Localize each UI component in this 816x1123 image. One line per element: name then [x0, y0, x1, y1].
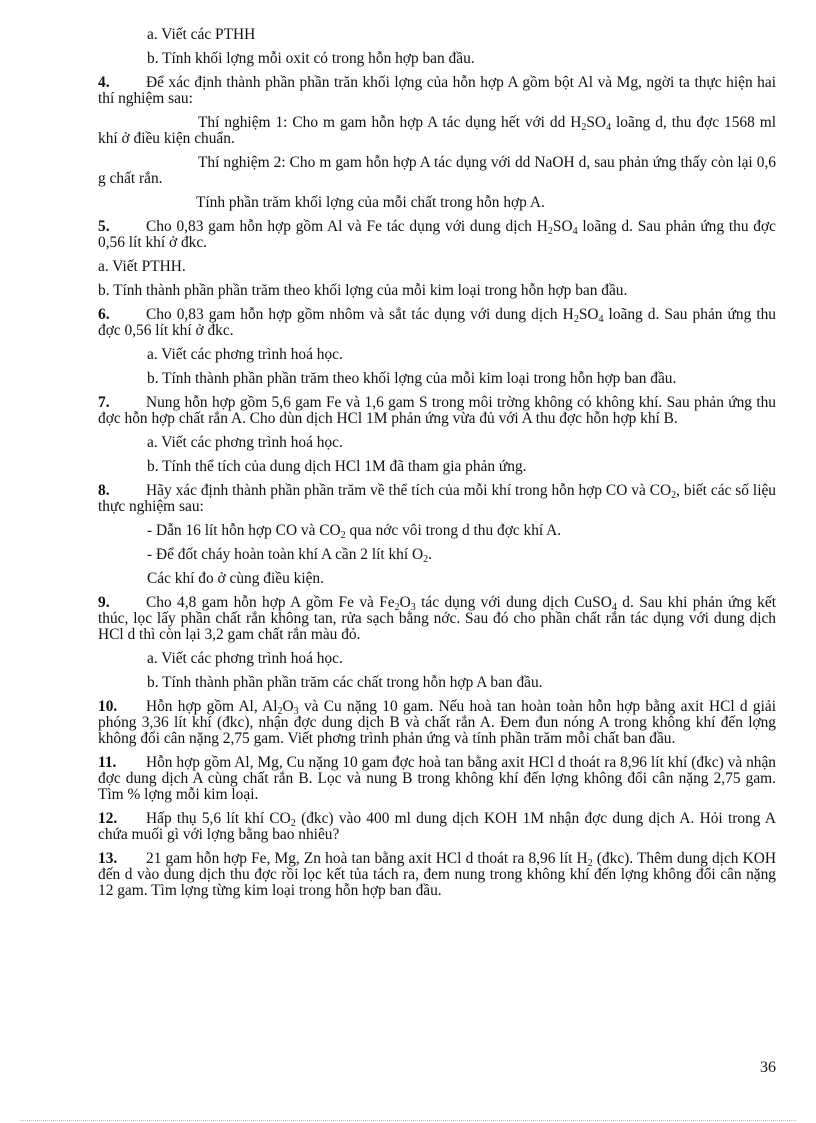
- question-number: 12.: [98, 810, 118, 827]
- q4-experiment-2: Thí nghiệm 2: Cho m gam hỗn hợp A tác dụng với dd NaOH d, sau phản ứng thấy còn lại 0,6 g chất rắn.: [98, 154, 776, 187]
- question-9: 9. Cho 4,8 gam hỗn hợp A gồm Fe và $Fe_2O_3$ tác dụng với dung dịch CuSO$_4$ d. Sau khi phản ứng kết thúc, lọc lấy phần chất rắn không tan, rửa sạch bằng nớc. Sau đó cho phần chất rắn tác dụng với dung dịch HCl d thì còn lại 3,2 gam chất rắn màu đỏ.: [98, 594, 776, 643]
- line-tinh-khoi-luong: b. Tính khối lợng mỗi oxit có trong hỗn hợp ban đầu.: [147, 50, 475, 67]
- q7-part-a: a. Viết các phơng trình hoá học.: [147, 434, 343, 451]
- question-number: 8.: [98, 482, 110, 499]
- q8-step-2: - Để đốt cháy hoàn toàn khí A cần 2 lít khí $O_2$.: [147, 546, 432, 565]
- q4-experiment-1: Thí nghiệm 1: Cho m gam hỗn hợp A tác dụng hết với dd $H_2SO_4$ loãng d, thu đợc 1568 ml khí ở điều kiện chuẩn.: [98, 114, 777, 147]
- q5-part-b: b. Tính thành phần phần trăm theo khối lợng của mỗi kim loại trong hỗn hợp ban đầu.: [98, 282, 628, 299]
- question-number: 9.: [98, 594, 110, 611]
- q7-part-b: b. Tính thể tích của dung dịch HCl 1M đã tham gia phản ứng.: [147, 458, 527, 475]
- q9-part-b: b. Tính thành phần phần trăm các chất trong hỗn hợp A ban đầu.: [147, 674, 543, 691]
- question-number: 7.: [98, 394, 110, 411]
- question-number: 13.: [98, 850, 118, 867]
- question-6: 6. Cho 0,83 gam hỗn hợp gồm nhôm và sắt tác dụng với dung dịch $H_2SO_4$ loãng d. Sau phản ứng thu đợc 0,56 lít khí ở đkc.: [98, 306, 776, 339]
- question-12: 12. Hấp thụ 5,6 lít khí $CO_2$ (đkc) vào 400 ml dung dịch KOH 1M nhận đợc dung dịch A. Hỏi trong A chứa muối gì với lợng bằng bao nhiêu?: [98, 810, 776, 843]
- q8-step-1: - Dẫn 16 lít hỗn hợp CO và $CO_2$ qua nớc vôi trong d thu đợc khí A.: [147, 522, 562, 541]
- question-number: 11.: [98, 754, 117, 771]
- line-viet-pthh: a. Viết các PTHH: [147, 26, 256, 43]
- document-page: [98, 27, 776, 907]
- page-number: 36: [760, 1059, 776, 1076]
- question-13: 13. 21 gam hỗn hợp Fe, Mg, Zn hoà tan bằng axit HCl d thoát ra 8,96 lít $H_2$ (đkc). Thêm dung dịch KOH đến d vào dung dịch thu đợc rồi lọc kết tủa tách ra, đem nung trong không khí đến lợng không đổi cân nặng 12 gam. Tìm lợng từng kim loại trong hỗn hợp ban đầu.: [98, 850, 776, 899]
- question-number: 4.: [98, 74, 110, 91]
- question-10: 10. Hỗn hợp gồm Al, $Al_2O_3$ và Cu nặng 10 gam. Nếu hoà tan hoàn toàn hỗn hợp bằng axit HCl d giải phóng 3,36 lít khí (đkc), nhận đợc dung dịch B và chất rắn A. Đem đun nóng A trong không khí đến lợng không đổi cân nặng 2,75 gam. Viết phơng trình phản ứng và tính phần trăm mỗi chất ban đầu.: [98, 698, 777, 747]
- q6-part-b: b. Tính thành phần phần trăm theo khối lợng của mỗi kim loại trong hỗn hợp ban đầu.: [147, 370, 677, 387]
- question-8: 8. Hãy xác định thành phần phần trăm về thể tích của mỗi khí trong hỗn hợp CO và $CO_2$, biết các số liệu thực nghiệm sau:: [98, 482, 776, 515]
- question-11: 11. Hỗn hợp gồm Al, Mg, Cu nặng 10 gam đợc hoà tan bằng axit HCl d thoát ra 8,96 lít khí (đkc) và nhận đợc dung dịch A cùng chất rắn B. Lọc và nung B trong không khí đến lợng không đổi cân nặng 2,75 gam. Tìm % lợng mỗi kim loại.: [98, 754, 776, 803]
- footer-divider: [20, 1120, 796, 1121]
- q4-ask: Tính phần trăm khối lợng của mỗi chất trong hỗn hợp A.: [196, 194, 545, 211]
- question-4: 4. Để xác định thành phần phần trăn khối lợng của hỗn hợp A gồm bột Al và Mg, ngời ta thực hiện hai thí nghiệm sau:: [98, 74, 776, 107]
- q9-part-a: a. Viết các phơng trình hoá học.: [147, 650, 343, 667]
- question-number: 10.: [98, 698, 118, 715]
- q5-part-a: a. Viết PTHH.: [98, 258, 186, 275]
- q6-part-a: a. Viết các phơng trình hoá học.: [147, 346, 343, 363]
- question-number: 6.: [98, 306, 110, 323]
- q8-note: Các khí đo ở cùng điều kiện.: [147, 570, 324, 587]
- question-5: 5. Cho 0,83 gam hỗn hợp gồm Al và Fe tác dụng với dung dịch $H_2SO_4$ loãng d. Sau phản ứng thu đợc 0,56 lít khí ở đkc.: [98, 218, 776, 251]
- question-number: 5.: [98, 218, 110, 235]
- question-7: 7. Nung hỗn hợp gồm 5,6 gam Fe và 1,6 gam S trong môi trờng không có không khí. Sau phản ứng thu đợc hỗn hợp chất rắn A. Cho dùn dịch HCl 1M phản ứng vừa đủ với A thu đợc hỗn hợp khí B.: [98, 394, 776, 427]
